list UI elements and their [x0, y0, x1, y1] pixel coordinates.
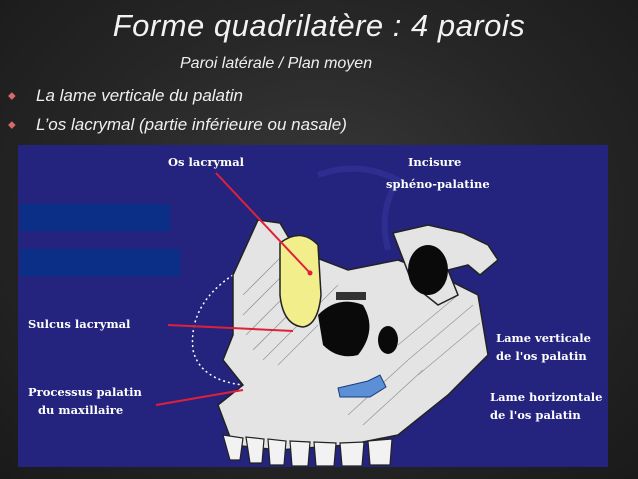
- label-line: Lame horizontale: [490, 390, 603, 404]
- label-line: Incisure: [408, 155, 462, 169]
- label-processus-palatin: [28, 385, 142, 418]
- label-lame-horizontale: [490, 390, 603, 423]
- label-line: de l'os palatin: [496, 349, 587, 363]
- label-incisure-line2: sphéno-palatine: [386, 177, 490, 191]
- bullet-item: [8, 115, 347, 135]
- bullet-marker-icon: ⬥: [8, 119, 16, 131]
- label-line: Processus palatin: [28, 385, 142, 399]
- label-line: de l'os palatin: [490, 408, 581, 422]
- masked-label-box: [20, 249, 180, 276]
- label-sulcus-lacrymal: Sulcus lacrymal: [28, 317, 131, 331]
- label-line: du maxillaire: [38, 403, 124, 417]
- dark-cavity: [336, 292, 366, 300]
- masked-label-box: [20, 204, 170, 231]
- bullet-marker-icon: ⬥: [8, 90, 16, 102]
- pointer-dot: [308, 271, 313, 276]
- incisure-hole: [408, 245, 448, 295]
- bullet-item: [8, 86, 243, 106]
- slide-title: Forme quadrilatère : 4 parois: [112, 8, 526, 43]
- slide-subtitle: Paroi latérale / Plan moyen: [180, 55, 373, 72]
- label-line: Lame verticale: [496, 331, 591, 345]
- dark-cavity: [378, 326, 398, 354]
- bullet-text: L’os lacrymal (partie inférieure ou nasale): [36, 115, 347, 134]
- lacrymal-bone: [280, 235, 321, 327]
- label-os-lacrymal: Os lacrymal: [168, 155, 245, 169]
- label-lame-verticale: [496, 331, 591, 364]
- bullet-text: La lame verticale du palatin: [36, 86, 243, 105]
- label-incisure: [408, 155, 461, 170]
- anatomy-figure: [18, 145, 608, 467]
